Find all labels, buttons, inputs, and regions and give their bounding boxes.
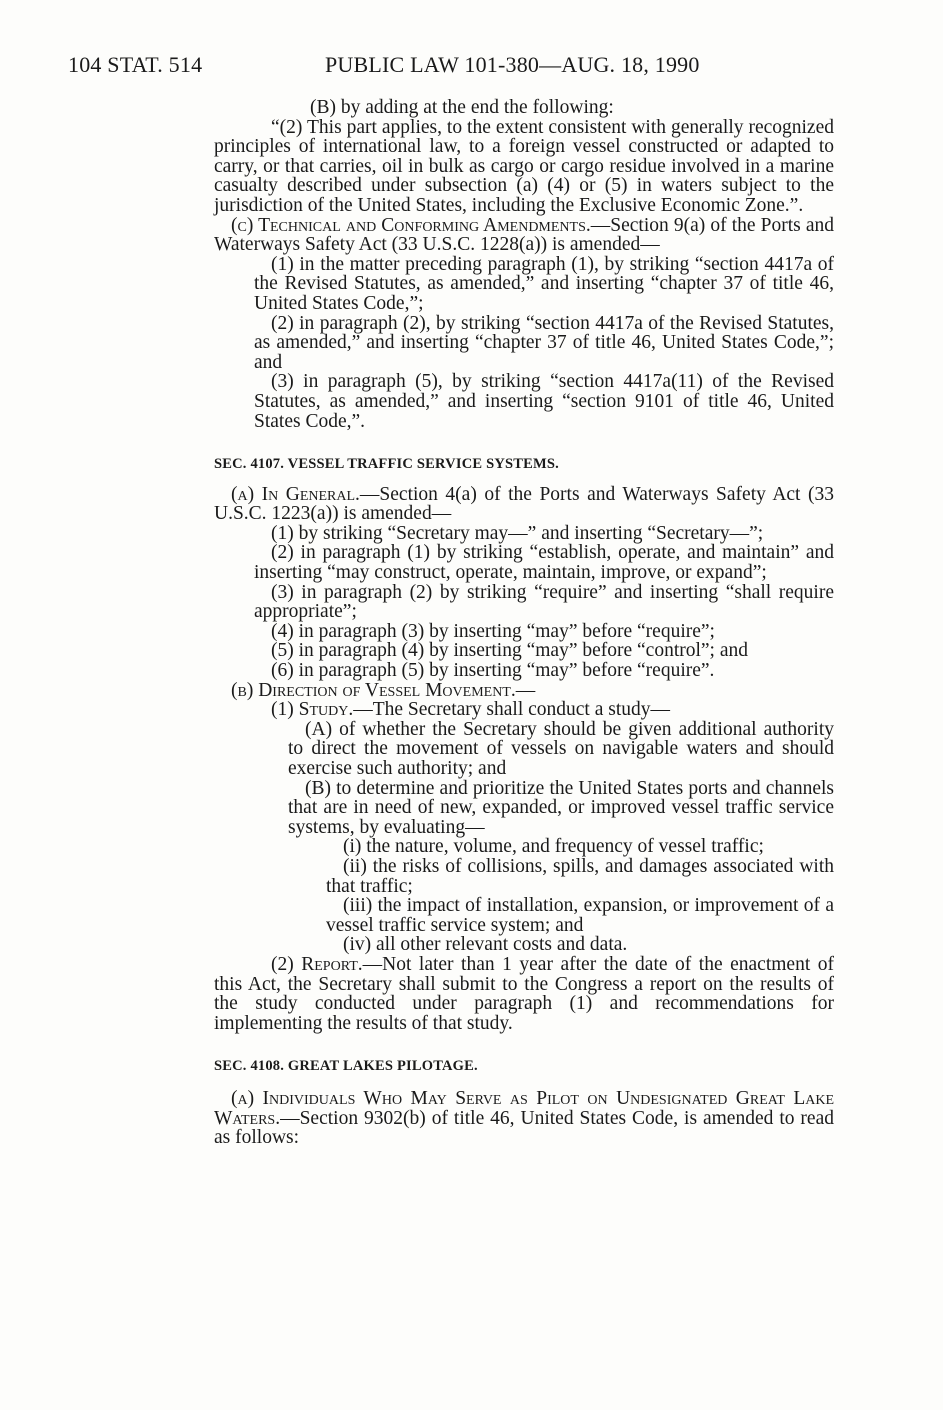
paragraph-4107-a5: (5) in paragraph (4) by inserting “may” before “control”; and [271,640,749,662]
paragraph-4107-b1A: (A) of whether the Secretary should be given additional authority to direct the movement of vessels on navigable waters and should exercise such authority; and [288,718,834,779]
public-law-title: PUBLIC LAW 101-380—AUG. 18, 1990 [325,52,700,77]
paragraph-4107-b1-text: —The Secretary shall conduct a study— [353,699,670,721]
paragraph-c1: (1) in the matter preceding paragraph (1), by striking “section 4417a of the Revised Statutes, as amended,” and inserting “chapter 37 of title 46, United States Code,”; [254,253,834,314]
paragraph-4107-b [214,681,834,701]
paragraph-4107-a-text: —Section 4(a) of the Ports and Waterways Safety Act (33 U.S.C. 1223(a)) is amended— [214,483,834,525]
heading-study: (1) Study. [271,699,354,721]
paragraph-4108-a-text: —Section 9302(b) of title 46, United States Code, is amended to read as follows: [214,1107,834,1149]
heading-individuals-pilot: (a) Individuals Who May Serve as Pilot on Undesignated Great Lake Waters. [214,1087,834,1129]
paragraph-4107-a [214,485,834,524]
heading-technical-amendments: (c) Technical and Conforming Amendments. [231,214,591,236]
paragraph-4107-b1Bi: (i) the nature, volume, and frequency of vessel traffic; [343,836,764,858]
paragraph-4108-a [214,1089,834,1148]
paragraph-4107-a6: (6) in paragraph (5) by inserting “may” before “require”. [271,660,715,682]
paragraph-4107-b1Bii: (ii) the risks of collisions, spills, and damages associated with that traffic; [326,855,834,897]
paragraph-4107-a3: (3) in paragraph (2) by striking “require” and inserting “shall require appropriate”; [254,581,834,623]
paragraph-4107-a2: (2) in paragraph (1) by striking “establish, operate, and maintain” and inserting “may construct, operate, maintain, improve, or expand”; [254,542,834,584]
section-4107-heading: SEC. 4107. VESSEL TRAFFIC SERVICE SYSTEMS. [214,456,559,473]
paragraph-4107-a4: (4) in paragraph (3) by inserting “may” before “require”; [271,620,715,642]
statute-page-number: 104 STAT. 514 [68,52,203,77]
page-header [68,52,808,84]
paragraph-4107-b2 [214,955,834,1033]
section-4108-heading: SEC. 4108. GREAT LAKES PILOTAGE. [214,1058,478,1075]
body-text [214,98,834,1148]
paragraph-c-text: —Section 9(a) of the Ports and Waterways Safety Act (33 U.S.C. 1228(a)) is amended— [214,214,834,256]
paragraph-quoted-2: “(2) This part applies, to the extent consistent with generally recognized principles of international law, to a foreign vessel constructed or adapted to carry, or that carries, oil in bulk as cargo or cargo residue involved in a marine casualty described under subsection (a) (4) or (5) in waters subject to the jurisdiction of the United States, including the Exclusive Economic Zone.”. [214,116,834,216]
heading-in-general: (a) In General. [231,483,360,505]
heading-direction-vessel-movement: (b) Direction of Vessel Movement.— [231,679,536,701]
paragraph-c3: (3) in paragraph (5), by striking “section 4417a(11) of the Revised Statutes, as amended,” and inserting “section 9101 of title 46, United States Code,”. [254,371,834,432]
paragraph-b-adding: (B) by adding at the end the following: [310,97,614,118]
paragraph-4107-b1Biii: (iii) the impact of installation, expansion, or improvement of a vessel traffic service system; and [326,895,834,936]
paragraph-4107-a1: (1) by striking “Secretary may—” and inserting “Secretary—”; [271,522,764,544]
paragraph-4107-b2-text: —Not later than 1 year after the date of the enactment of this Act, the Secretary shall submit to the Congress a report on the results of the study conducted under paragraph (1) and recommendations for implementing the results of that study. [214,953,834,1034]
paragraph-c2: (2) in paragraph (2), by striking “section 4417a of the Revised Statutes, as amended,” and inserting “chapter 37 of title 46, United States Code,”; and [254,312,834,373]
paragraph-4107-b1B: (B) to determine and prioritize the United States ports and channels that are in need of new, expanded, or improved vessel traffic service systems, by evaluating— [288,777,834,838]
paragraph-4107-b1Biv: (iv) all other relevant costs and data. [343,934,628,956]
heading-report: (2) Report. [271,953,363,975]
paragraph-c-technical [214,216,834,255]
paragraph-4107-b1 [214,700,834,720]
